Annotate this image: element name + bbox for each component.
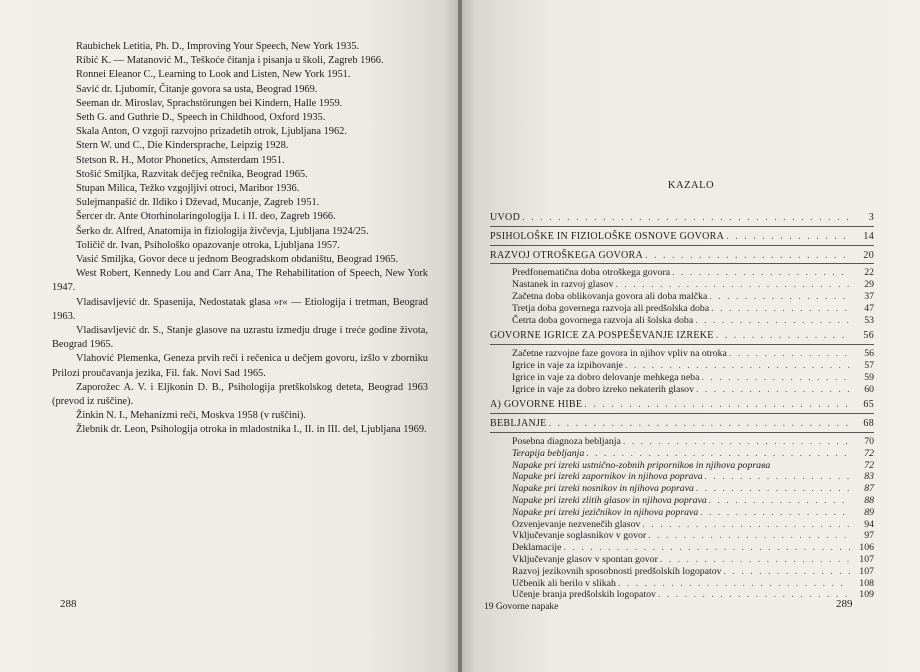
toc-section-entry	[490, 250, 874, 262]
toc-leader-dots	[696, 384, 850, 396]
section-rule	[490, 432, 874, 433]
toc-leader-dots	[724, 566, 850, 578]
toc-entry	[490, 291, 874, 303]
toc-entry	[490, 384, 874, 396]
toc-page-number: 83	[864, 471, 874, 483]
toc-entry-label: Predfonematična doba otroškega govora	[512, 267, 671, 279]
toc-leader-dots	[615, 279, 850, 291]
toc-section-entry	[490, 330, 874, 342]
toc-entry-label: RAZVOJ OTROŠKEGA GOVORA	[490, 249, 644, 261]
bibliography-entry: Stošić Smiljka, Razvitak dečjeg rečnika, Beograd 1965.	[76, 168, 308, 180]
toc-page-number: 65	[863, 399, 874, 411]
toc-page-number: 60	[864, 383, 874, 395]
toc-entry	[490, 554, 874, 566]
section-rule	[490, 344, 874, 345]
toc-entry-label: Igrice in vaje za dobro delovanje mehkega neba	[512, 371, 700, 383]
right-page	[462, 0, 920, 672]
toc-page-number: 107	[859, 565, 874, 577]
toc-leader-dots	[522, 212, 850, 224]
toc-entry-label: Terapija bebljanja	[512, 447, 585, 459]
section-rule	[490, 245, 874, 246]
bibliography-entry: Seth G. and Guthrie D., Speech in Childhood, Oxford 1935.	[76, 112, 326, 124]
toc-entry-label: BEBLJANJE	[490, 418, 547, 430]
toc-section-entry	[490, 212, 874, 224]
toc-leader-dots	[705, 471, 850, 483]
bibliography-entry: Savić dr. Ljubomir, Čitanje govora sa usta, Beograd 1969.	[76, 83, 318, 95]
toc-page-number: 57	[864, 359, 874, 371]
bibliography-entry: Žlebnik dr. Leon, Psihologija otroka in mladostnika I., II. in III. del, Ljubljana 1969.	[76, 424, 427, 436]
bibliography-entry: Vladisavljević dr. S., Stanje glasove na uzrastu izmedju druge i treće godine života, Beograd 1965.	[52, 325, 428, 351]
toc-page-number: 53	[864, 314, 874, 326]
page-title: KAZALO	[667, 180, 715, 191]
toc-section-entry	[490, 418, 874, 430]
toc-page-number: 108	[859, 577, 874, 589]
toc-entry	[490, 483, 874, 495]
toc-page-number: 14	[863, 230, 874, 242]
left-page	[0, 0, 458, 672]
section-rule	[490, 226, 874, 227]
toc-page-number: 107	[859, 553, 874, 565]
toc-entry	[490, 372, 874, 384]
toc-entry	[490, 267, 874, 279]
toc-entry-label: Napake pri izreki jezičnikov in njihova poprava	[512, 506, 699, 518]
toc-entry	[490, 436, 874, 448]
toc-page-number: 22	[864, 267, 874, 279]
toc-page-number: 29	[864, 279, 874, 291]
toc-page-number: 87	[864, 483, 874, 495]
toc-entry	[490, 566, 874, 578]
toc-leader-dots	[660, 554, 850, 566]
toc-leader-dots	[658, 589, 850, 601]
toc-leader-dots	[726, 231, 850, 243]
toc-entry-label: PSIHOLOŠKE IN FIZIOLOŠKE OSNOVE GOVORA	[490, 230, 725, 242]
toc-leader-dots	[695, 315, 850, 327]
toc-leader-dots	[716, 330, 850, 342]
toc-page-number: 56	[864, 348, 874, 360]
toc-entry-label: Nastanek in razvoj glasov	[512, 279, 614, 291]
toc-leader-dots	[709, 291, 850, 303]
toc-leader-dots	[711, 303, 850, 315]
toc-entry-label: Deklamacije	[512, 542, 562, 554]
toc-page-number: 59	[864, 371, 874, 383]
toc-entry	[490, 303, 874, 315]
bibliography-entry: Ronnei Eleanor C., Learning to Look and Listen, New York 1951.	[76, 69, 351, 81]
bibliography-entry: Stupan Milica, Težko vzgojljivi otroci, Maribor 1936.	[76, 183, 300, 195]
bibliography-entry: Stetson R. H., Motor Phonetics, Amsterdam 1951.	[76, 154, 285, 166]
bibliography-entry: Toličič dr. Ivan, Psihološko opazovanje otroka, Ljubljana 1957.	[76, 239, 340, 251]
toc-page-number: 72	[864, 459, 874, 471]
toc-entry	[490, 471, 874, 483]
bibliography-entry: Šercer dr. Ante Otorhinolaringologija I. i II. deo, Zagreb 1966.	[76, 211, 336, 223]
toc-page-number: 3	[868, 212, 874, 223]
table-of-contents	[490, 212, 874, 601]
toc-page-number: 47	[864, 302, 874, 314]
toc-entry-label: Učenje branja predšolskih logopatov	[512, 589, 656, 601]
bibliography-entry: Skala Anton, O vzgoji razvojno prizadetih otrok, Ljubljana 1962.	[76, 126, 347, 138]
toc-leader-dots	[623, 436, 850, 448]
toc-leader-dots	[700, 507, 850, 519]
toc-section-entry	[490, 399, 874, 411]
toc-leader-dots	[645, 250, 850, 262]
toc-entry	[490, 460, 874, 472]
toc-entry	[490, 507, 874, 519]
bibliography-entry: Vasić Smiljka, Govor dece u jednom Beogradskom obdaništu, Beograd 1965.	[76, 254, 399, 266]
toc-entry-label: Vključevanje glasov v spontan govor	[512, 553, 658, 565]
bibliography-entry: Zaporožec A. V. i Eljkonin D. B., Psihologija pretškolskog deteta, Beograd 1963 (prevod iz ruščine).	[52, 381, 428, 408]
toc-entry-label: Napake pri izreki ustnično-zobnih pripornikoв in njihova popraвa	[512, 459, 771, 471]
toc-entry-label: A) GOVORNE HIBE	[490, 399, 583, 411]
section-rule	[490, 413, 874, 414]
toc-page-number: 72	[864, 447, 874, 459]
page-number-right: 289	[836, 598, 853, 610]
toc-page-number: 68	[863, 418, 874, 430]
bibliography-entry: Vlahović Plemenka, Geneza prvih reči i rečenica u dečjem govoru, izšlo v zborniku Prilozi proučavanja jezika, Fil. fak. Novi Sad 1965.	[52, 353, 428, 379]
toc-page-number: 109	[859, 589, 874, 601]
toc-entry-label: Igrice in vaje za izpihovanje	[512, 359, 623, 371]
toc-leader-dots	[709, 495, 850, 507]
toc-leader-dots	[549, 418, 850, 430]
bibliography-entry: Seeman dr. Miroslav, Sprachstörungen bei Kindern, Halle 1959.	[76, 97, 343, 109]
bibliography-entry: Šerko dr. Alfred, Anatomija in fiziologija živčevja, Ljubljana 1924/25.	[76, 225, 369, 237]
toc-entry-label: Posebna diagnoza bebljanja	[512, 435, 621, 447]
bibliography-entry: Žinkin N. I., Mehanizmi reči, Moskva 1958 (v ruščini).	[76, 410, 306, 422]
toc-page-number: 97	[864, 530, 874, 542]
bibliography-list	[52, 40, 428, 438]
toc-page-number: 94	[864, 518, 874, 530]
toc-leader-dots	[701, 372, 850, 384]
bibliography-entry: Sulejmanpašić dr. Ildiko i Dževad, Mucanje, Zagreb 1951.	[76, 197, 320, 209]
toc-entry-label: Učbenik ali berilo v slikah	[512, 577, 616, 589]
toc-entry-label: Napake pri izreki nosnikov in njihova poprava	[512, 483, 694, 495]
bibliography-entry: Stern W. und C., Die Kindersprache, Leipzig 1928.	[76, 140, 289, 152]
toc-leader-dots	[642, 519, 850, 531]
toc-leader-dots	[564, 542, 850, 554]
toc-entry	[490, 279, 874, 291]
bibliography-entry: Ribić K. — Matanović M., Teškoće čitanja i pisanja u školi, Zagreb 1966.	[76, 55, 384, 67]
toc-entry-label: Začetna doba oblikovanja govora ali doba malčka	[512, 290, 708, 302]
toc-page-number: 88	[864, 494, 874, 506]
toc-entry-label: Napake pri izreki zapornikov in njihova poprava	[512, 471, 703, 483]
toc-entry-label: Tretja doba governega razvoja ali predšolska doba	[512, 302, 710, 314]
section-rule	[490, 263, 874, 264]
toc-entry	[490, 315, 874, 327]
toc-leader-dots	[618, 578, 850, 590]
toc-entry-label: UVOD	[490, 212, 521, 223]
toc-section-entry	[490, 231, 874, 243]
toc-leader-dots	[648, 530, 850, 542]
toc-entry	[490, 542, 874, 554]
toc-page-number: 56	[863, 330, 874, 342]
toc-leader-dots	[672, 267, 850, 279]
toc-leader-dots	[584, 399, 850, 411]
toc-page-number: 37	[864, 290, 874, 302]
toc-leader-dots	[625, 360, 850, 372]
toc-entry-label: Ozvenjevanje nezvenečih glasov	[512, 518, 641, 530]
toc-entry-label: Četrta doba govornega razvoja ali šolska doba	[512, 314, 694, 326]
bibliography-entry: Raubichek Letitia, Ph. D., Improving Your Speech, New York 1935.	[76, 41, 360, 52]
toc-entry-label: Igrice in vaje za dobro izreko nekaterih glasov	[512, 383, 694, 395]
toc-entry-label: Vključevanje soglasnikov v govor	[512, 530, 647, 542]
toc-leader-dots	[696, 483, 850, 495]
toc-entry-label: Začetne razvojne faze govora in njihov vpliv na otroka	[512, 348, 727, 360]
toc-page-number: 89	[864, 506, 874, 518]
toc-entry	[490, 519, 874, 531]
page-number-left: 288	[60, 598, 77, 610]
toc-page-number: 20	[863, 249, 874, 261]
toc-entry	[490, 348, 874, 360]
toc-page-number: 106	[859, 542, 874, 554]
toc-entry	[490, 530, 874, 542]
toc-entry-label: GOVORNE IGRICE ZA POSPEŠEVANJE IZREKE	[490, 330, 714, 342]
toc-entry	[490, 448, 874, 460]
toc-entry	[490, 360, 874, 372]
toc-leader-dots	[729, 348, 850, 360]
toc-leader-dots	[586, 448, 850, 460]
bibliography-entry: West Robert, Kennedy Lou and Carr Ana, The Rehabilitation of Speech, New York 1947.	[52, 268, 428, 294]
bibliography-entry: Vladisavljević dr. Spasenija, Nedostatak glasa »r« — Etiologija i tretman, Beograd 1963.	[52, 296, 428, 322]
toc-entry	[490, 589, 874, 601]
toc-entry	[490, 495, 874, 507]
toc-entry-label: Razvoj jezikovnih sposobnosti predšolskih logopatov	[512, 565, 722, 577]
signature-footer: 19 Govorne napake	[484, 602, 559, 612]
toc-entry-label: Napake pri izreki zlitih glasov in njihova poprava	[512, 494, 707, 506]
toc-entry	[490, 578, 874, 590]
toc-page-number: 70	[864, 435, 874, 447]
